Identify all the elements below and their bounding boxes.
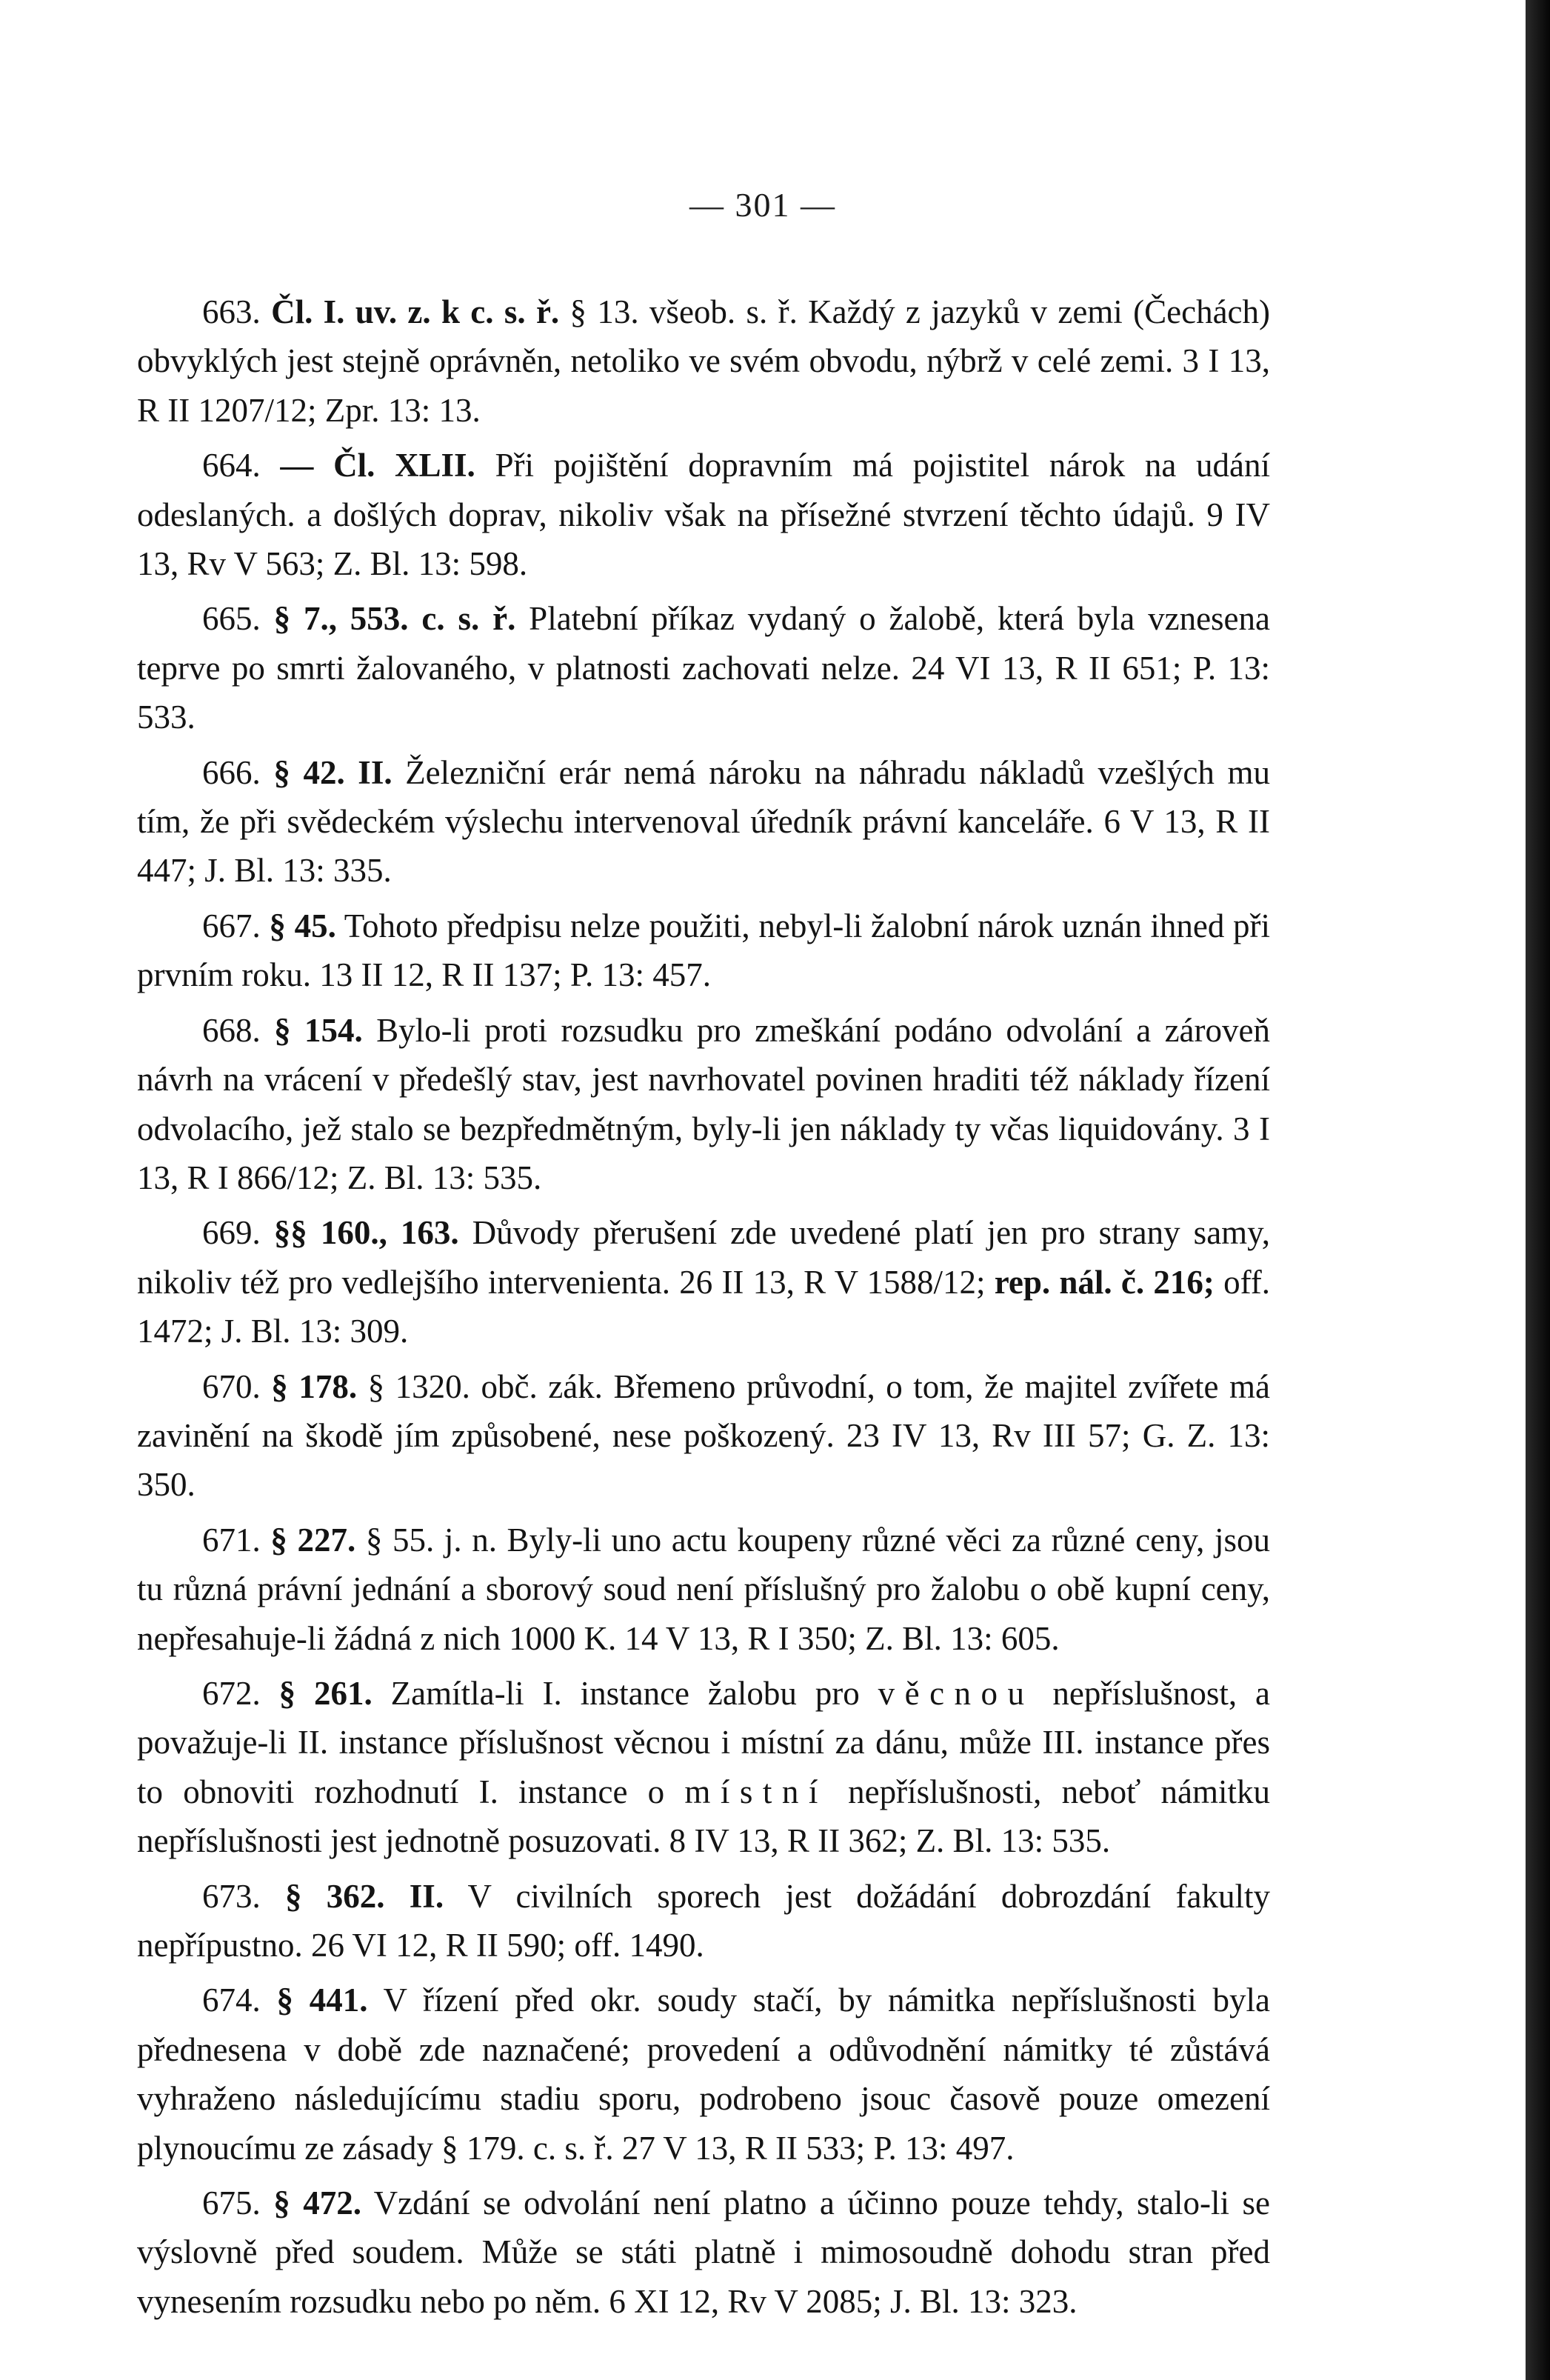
- entry-text: § 13. všeob. s. ř. Každý z jazyků v zemi (Čechách) obvyklých jest stejně oprávněn, netoliko ve svém obvodu, nýbrž v celé zemi. 3 I 13, R II 1207/12; Zpr. 13: 13.: [137, 293, 1271, 429]
- entry-number: 669.: [202, 1214, 261, 1252]
- entry-text: Důvody přerušení zde uvedené platí jen pro strany samy, nikoliv též pro vedlejšího intervenienta. 26 II 13, R V 1588/12;: [137, 1214, 1271, 1301]
- entry-reference: § 227.: [270, 1521, 356, 1559]
- entry-669: [137, 1208, 1270, 1356]
- entry-670: [137, 1362, 1270, 1510]
- entry-675: [137, 2179, 1270, 2326]
- scan-edge: [1526, 0, 1550, 2380]
- entry-664: [137, 441, 1270, 588]
- entry-number: 671.: [202, 1521, 261, 1559]
- entry-665: [137, 594, 1270, 741]
- entry-text-continued: off. 1472; J. Bl. 13: 309.: [137, 1263, 1270, 1350]
- entry-text: Při pojištění dopravním má pojistitel nárok na udání odeslaných. a došlých doprav, nikoliv však na přísežné stvrzení těchto údajů. 9 IV 13, Rv V 563; Z. Bl. 13: 598.: [137, 447, 1270, 583]
- entries-block: [137, 287, 1270, 2332]
- entry-reference: § 178.: [271, 1367, 358, 1405]
- page-number: — 301 —: [689, 186, 836, 224]
- entry-reference: § 441.: [276, 1981, 368, 2019]
- entry-text-continued: nepříslušnost, a považuje-li II. instance příslušnost věcnou i místní za dánu, může III. instance přes to obnoviti rozhodnutí I. instance o: [137, 1674, 1271, 1810]
- entry-reference: § 42. II.: [273, 753, 392, 791]
- entry-number: 672.: [202, 1674, 261, 1712]
- entry-number: 663.: [202, 293, 261, 330]
- entry-reference: § 261.: [278, 1674, 373, 1712]
- entry-number: 668.: [202, 1011, 261, 1049]
- entry-number: 664.: [202, 447, 261, 484]
- entry-672: [137, 1669, 1270, 1866]
- entry-number: 675.: [202, 2184, 261, 2222]
- entry-reference: §§ 160., 163.: [273, 1214, 459, 1252]
- spaced-emphasis: místní: [684, 1773, 828, 1810]
- entry-673: [137, 1872, 1270, 1970]
- entry-reference: § 154.: [274, 1011, 363, 1049]
- entry-reference: § 45.: [269, 907, 336, 944]
- entry-reference: § 362. II.: [285, 1877, 444, 1915]
- entry-number: 666.: [202, 753, 261, 791]
- entry-number: 670.: [202, 1367, 261, 1405]
- entry-671: [137, 1516, 1270, 1663]
- entry-text: Zamítla-li I. instance žalobu pro: [372, 1674, 878, 1712]
- entry-text: Tohoto předpisu nelze použiti, nebyl-li žalobní nárok uznán ihned při prvním roku. 13 II 12, R II 137; P. 13: 457.: [137, 907, 1270, 994]
- entry-666: [137, 748, 1270, 896]
- entry-text: Bylo-li proti rozsudku pro zmeškání podáno odvolání a zároveň návrh na vrácení v předešlý stav, jest navrhovatel povinen hraditi též náklady řízení odvolacího, jež stalo se bezpředmětným, byly-li jen náklady ty včas liquidovány. 3 I 13, R I 866/12; Z. Bl. 13: 535.: [137, 1011, 1270, 1196]
- entry-663: [137, 287, 1270, 435]
- entry-number: 673.: [202, 1877, 261, 1915]
- entry-667: [137, 901, 1270, 1000]
- entry-number: 674.: [202, 1981, 261, 2019]
- entry-reference: § 7., 553. c. s. ř.: [273, 600, 516, 638]
- entry-number: 667.: [202, 907, 261, 944]
- entry-text: Vzdání se odvolání není platno a účinno pouze tehdy, stalo-li se výslovně před soudem. Může se státi platně i mimosoudně dohodu stran před vynesením rozsudku nebo po něm. 6 XI 12, Rv V 2085; J. Bl. 13: 323.: [137, 2184, 1270, 2320]
- spaced-emphasis: věcnou: [878, 1674, 1035, 1712]
- entry-text: Platební příkaz vydaný o žalobě, která byla vznesena teprve po smrti žalovaného, v platnosti zachovati nelze. 24 VI 13, R II 651; P. 13: 533.: [137, 600, 1271, 736]
- entry-text-continued: nepříslušnosti, neboť námitku nepříslušnosti jest jednotně posuzovati. 8 IV 13, R II 362; Z. Bl. 13: 535.: [137, 1773, 1270, 1860]
- entry-668: [137, 1006, 1270, 1203]
- entry-text: § 55. j. n. Byly-li uno actu koupeny různé věci za různé ceny, jsou tu různá právní jednání a sborový soud není příslušný pro žalobu o obě kupní ceny, nepřesahuje-li žádná z nich 1000 K. 14 V 13, R I 350; Z. Bl. 13: 605.: [137, 1521, 1271, 1657]
- entry-text: V řízení před okr. soudy stačí, by námitka nepříslušnosti byla přednesena v době zde naznačené; provedení a odůvodnění námitky té zůstává vyhraženo následujícímu stadiu sporu, podrobeno jsouc časově pouze omezení plynoucímu ze zásady § 179. c. s. ř. 27 V 13, R II 533; P. 13: 497.: [137, 1981, 1271, 2167]
- entry-reference-secondary: rep. nál. č. 216;: [994, 1263, 1215, 1301]
- entry-674: [137, 1976, 1270, 2173]
- entry-number: 665.: [202, 600, 261, 638]
- entry-text: V civilních sporech jest dožádání dobrozdání fakulty nepřípustno. 26 VI 12, R II 590; off. 1490.: [137, 1877, 1270, 1964]
- entry-reference: Čl. I. uv. z. k c. s. ř.: [271, 293, 560, 330]
- entry-text: Železniční erár nemá nároku na náhradu nákladů vzešlých mu tím, že při svědeckém výslechu intervenoval úředník právní kanceláře. 6 V 13, R II 447; J. Bl. 13: 335.: [137, 753, 1270, 890]
- entry-reference: — Čl. XLII.: [280, 447, 475, 484]
- entry-reference: § 472.: [273, 2184, 361, 2222]
- entry-text: § 1320. obč. zák. Břemeno průvodní, o tom, že majitel zvířete má zavinění na škodě jím způsobené, nese poškozený. 23 IV 13, Rv III 57; G. Z. 13: 350.: [137, 1367, 1271, 1504]
